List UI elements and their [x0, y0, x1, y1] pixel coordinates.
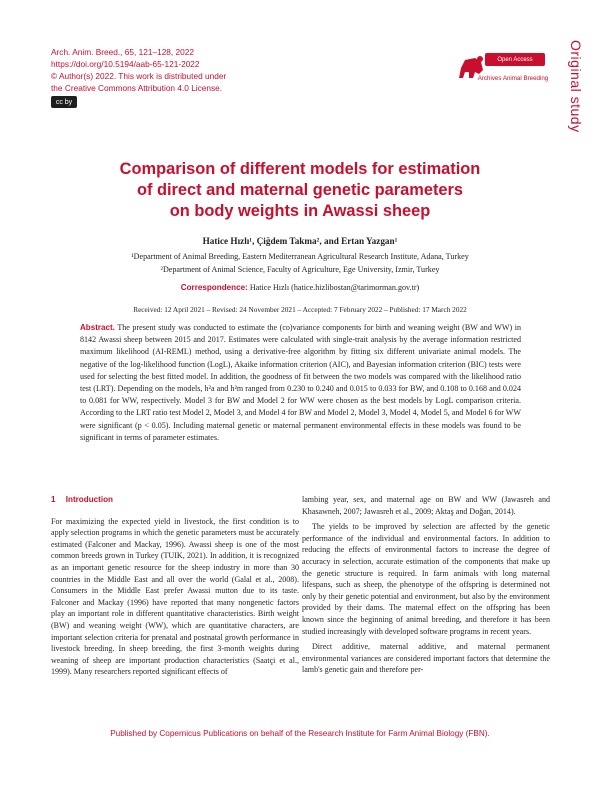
paragraph: lambing year, sex, and maternal age on BW and WW (Jawasreh and Khasawneh, 2007; Jawasreh et al., 2009; Aktaş and Doğan, 2014). [302, 495, 550, 516]
body-column-left [51, 494, 299, 678]
cc-license-icon[interactable] [51, 96, 77, 108]
affiliation-1: ¹Department of Animal Breeding, Eastern Mediterranean Agricultural Research Institute, Adana, Turkey [131, 252, 469, 261]
paper-title [60, 159, 540, 222]
section-title: Introduction [65, 495, 113, 504]
correspondence-label: Correspondence: [180, 283, 248, 292]
section-heading [51, 494, 299, 506]
citation-doi[interactable]: https://doi.org/10.5194/aab-65-121-2022 [51, 59, 200, 69]
publisher-footer: Published by Copernicus Publications on behalf of the Research Institute for Farm Animal Biology (FBN). [110, 729, 490, 738]
citation-license[interactable]: the Creative Commons Attribution 4.0 License. [51, 83, 223, 93]
affiliation-2: ²Department of Animal Science, Faculty of Agriculture, Ege University, Izmir, Turkey [160, 265, 440, 274]
body-column-right [302, 494, 550, 676]
citation-block [51, 46, 226, 94]
author-list: Hatice Hızlı¹, Çiğdem Takma², and Ertan Yazgan¹ [202, 236, 398, 246]
section-number: 1 [51, 495, 56, 504]
journal-name: Archives Animal Breeding [477, 75, 549, 82]
correspondence-text[interactable]: Hatice Hızlı (hatice.hizlibostan@tarimorman.gov.tr) [249, 283, 420, 292]
paragraph: For maximizing the expected yield in livestock, the first condition is to apply selection programs in which the genetic parameters must be accurately estimated (Falconer and Mackay, 1996). Awassi sheep is one of the most common breeds grown in Turkey (TUIK, 2021). In addition, it is recognized as an important genetic resource for the sheep industry in more than 30 countries in the Middle East and all over the world (Galal et al., 2008). Consumers in the Middle East prefer Awassi mutton due to its taste. Falconer and Mackay (1996) have reported that many nongenetic factors play an important role in different quantitative characteristics. Birth weight (BW) and weaning weight (WW), which are quantitative characters, are important selection criteria for prenatal and postnatal growth performance in livestock breeding. In sheep breeding, the first 3-month weights during weaning of sheep are important production characteristics (Saatçi et al., 1999). Many researchers reported significant effects of [51, 516, 299, 677]
abstract-label: Abstract. [80, 323, 115, 332]
cc-license-text: cc by [55, 98, 73, 106]
abstract [80, 322, 521, 444]
title-line: on body weights in Awassi sheep [169, 202, 431, 220]
title-line: Comparison of different models for estimation [119, 160, 481, 178]
correspondence [0, 283, 600, 292]
title-line: of direct and maternal genetic parameters [136, 181, 464, 199]
open-access-badge: Open Access [485, 53, 545, 66]
abstract-text: The present study was conducted to estimate the (co)variance components for birth and weaning weight (BW and WW) in 8142 Awassi sheep between 2015 and 2017. Estimates were calculated with single-trait analysis by the average information restricted maximum likelihood (AI-REML) method, using a derivative-free algorithm by fitting six different univariate animal models. The negative of the log-likelihood function (LogL), Akaike information criterion (AIC), and Bayesian information criterion (BIC) tests were used for selecting the best fitted model. In addition, the goodness of fit between the two models was compared with the likelihood ratio test (LRT). Depending on the models, h²a and h²m ranged from 0.230 to 0.240 and 0.015 to 0.033 for BW, and 0.108 to 0.168 and 0.024 to 0.081 for WW, respectively. Model 3 for BW and Model 2 for WW were chosen as the best models by LogL comparison criteria. According to the LRT ratio test Model 2, Model 3, and Model 4 for BW and Model 2, Model 3, Model 4, Model 5, and Model 6 for WW were significant (p < 0.05). Including maternal genetic or maternal permanent environmental effects in these models was found to be significant in terms of parameter estimates. [80, 323, 521, 442]
paragraph: Direct additive, maternal additive, and maternal permanent environmental variances are considered important factors that determine the lamb's genetic gain and therefore per- [302, 642, 550, 675]
citation-journal: Arch. Anim. Breed., 65, 121–128, 2022 [51, 47, 194, 57]
article-type-label: Original study [568, 40, 584, 133]
citation-copyright: © Author(s) 2022. This work is distributed under [51, 71, 227, 81]
paragraph: The yields to be improved by selection are affected by the genetic performance of the individual and environmental factors. In addition to reducing the effects of environmental factors to increase the degree of accuracy in selection, accurate estimation of the components that make up the genetic structure is required. In farm animals with long maternal lifespans, such as sheep, the phenotype of the offspring is determined not only by their genetic potential and environment, but also by the environment provided by their dams. The maternal effect on the offspring has been known since the beginning of animal breeding, and therefore it has been studied increasingly with developed software programs in recent years. [302, 522, 550, 636]
publication-dates: Received: 12 April 2021 – Revised: 24 November 2021 – Accepted: 7 February 2022 – Published: 17 March 2022 [133, 305, 467, 314]
